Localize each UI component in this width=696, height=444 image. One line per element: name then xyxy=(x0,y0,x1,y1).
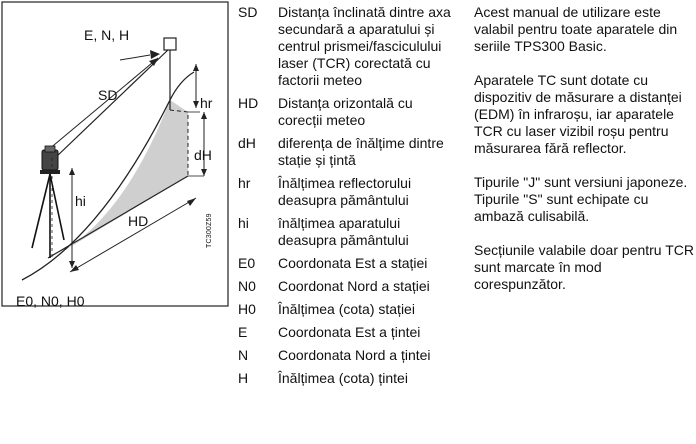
note-paragraph: Acest manual de utilizare este valabil pentru toate aparatele din seriile TPS300 Basic. xyxy=(474,4,678,54)
legend-symbol: N0 xyxy=(238,278,256,294)
sd-dimension xyxy=(48,58,158,150)
symbol-legend xyxy=(238,4,456,393)
legend-description: Înălțimea (cota) țintei xyxy=(278,370,408,386)
hr-label: hr xyxy=(200,95,213,111)
legend-description: Coordonat Nord a stației xyxy=(278,278,430,294)
hd-label: HD xyxy=(128,213,149,229)
figure-code: TC300Z59 xyxy=(206,213,213,248)
manual-notes xyxy=(474,4,694,310)
note-paragraph: Tipurile "J" sunt versiuni japoneze. Tipurile "S" sunt echipate cu ambază culisabilă. xyxy=(474,174,688,224)
legend-symbol: hr xyxy=(238,175,251,191)
legend-symbol: HD xyxy=(238,95,259,111)
station-coordinates-label: E0, N0, H0 xyxy=(16,293,85,309)
legend-symbol: E xyxy=(238,324,248,340)
legend-description: Coordonata Est a stației xyxy=(278,255,428,271)
reflector-prism xyxy=(164,38,176,50)
legend-description: diferența de înălțime dintre stație și țintă xyxy=(278,135,444,168)
note-paragraph: Secțiunile valabile doar pentru TCR sunt marcate în mod corespunzător. xyxy=(474,242,694,292)
legend-row xyxy=(238,95,456,129)
legend-description: Coordonata Est a țintei xyxy=(278,324,421,340)
note-paragraph: Aparatele TC sunt dotate cu dispozitiv de măsurare a distanței (EDM) în infraroșu, iar aparatele TCR cu laser vizibil roșu pentru măsurarea fără reflector. xyxy=(474,72,682,156)
legend-symbol: E0 xyxy=(238,255,256,271)
legend-row xyxy=(238,255,456,272)
sd-label: SD xyxy=(98,87,118,103)
legend-row xyxy=(238,278,456,295)
survey-diagram xyxy=(0,0,232,312)
legend-row xyxy=(238,215,456,249)
legend-symbol: H0 xyxy=(238,301,256,317)
legend-description: Distanța orizontală cu corecții meteo xyxy=(278,95,413,128)
legend-description: înălțimea aparatului deasupra pământului xyxy=(278,215,409,248)
target-coordinates-label: E, N, H xyxy=(84,27,130,43)
legend-symbol: SD xyxy=(238,4,258,20)
legend-description: Înălțimea reflectorului deasupra pământului xyxy=(278,175,412,208)
legend-description: Înălțimea (cota) stației xyxy=(278,301,415,317)
dh-label: dH xyxy=(194,147,212,163)
legend-description: Distanța înclinată dintre axa secundară a aparatului și centrul prismei/fasciculului laser (TCR) corectată cu factorii meteo xyxy=(278,4,451,88)
total-station-instrument xyxy=(32,146,64,258)
legend-row xyxy=(238,175,456,209)
legend-symbol: hi xyxy=(238,215,249,231)
hi-label: hi xyxy=(75,193,86,209)
legend-row xyxy=(238,347,456,364)
legend-symbol: H xyxy=(238,370,249,386)
legend-row xyxy=(238,135,456,169)
legend-symbol: dH xyxy=(238,135,256,151)
legend-description: Coordonata Nord a țintei xyxy=(278,347,431,363)
legend-row xyxy=(238,370,456,387)
legend-row xyxy=(238,301,456,318)
legend-symbol: N xyxy=(238,347,249,363)
legend-row xyxy=(238,324,456,341)
legend-row xyxy=(238,4,456,89)
